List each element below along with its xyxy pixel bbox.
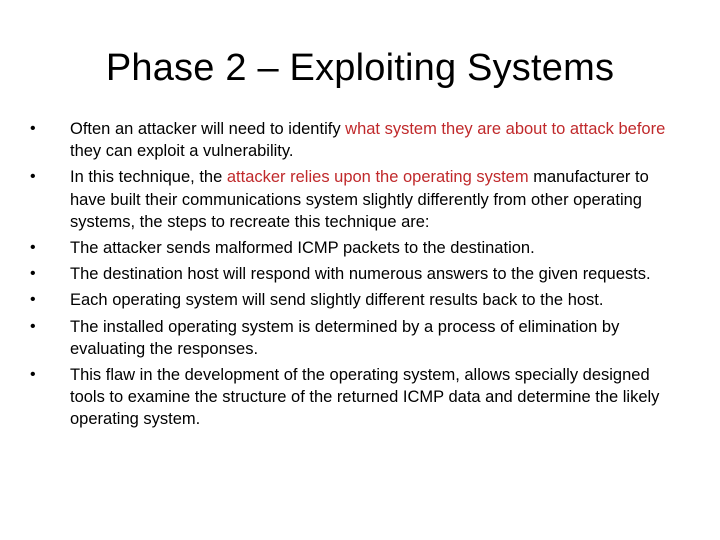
slide-title: Phase 2 – Exploiting Systems	[105, 47, 615, 89]
bullet-marker: •	[30, 239, 36, 257]
bullet-item	[30, 289, 680, 311]
bullet-marker: •	[30, 366, 36, 384]
bullet-text: manufacturer to have built their communications system slightly differently from other operating systems, the steps to recreate this technique are:	[70, 168, 649, 231]
bullet-text: they can exploit a vulnerability.	[70, 142, 294, 161]
bullet-text: The destination host will respond with numerous answers to the given requests.	[70, 265, 651, 284]
bullet-item	[30, 118, 680, 162]
bullet-marker: •	[30, 317, 36, 335]
bullet-item	[30, 237, 680, 259]
bullet-text: The installed operating system is determined by a process of elimination by evaluating the responses.	[70, 317, 620, 358]
bullet-marker: •	[30, 168, 36, 186]
bullet-text: This flaw in the development of the operating system, allows specially designed tools to examine the structure of the returned ICMP data and determine the likely operating system.	[70, 366, 660, 429]
bullet-item	[30, 364, 680, 431]
bullet-marker: •	[30, 265, 36, 283]
bullet-highlight-text: what system they are about to attack before	[345, 120, 666, 138]
bullet-list	[30, 118, 680, 435]
bullet-highlight-text: attacker relies upon the operating system	[226, 168, 529, 187]
bullet-marker: •	[30, 291, 36, 309]
bullet-text: The attacker sends malformed ICMP packets to the destination.	[70, 239, 535, 258]
bullet-item	[30, 316, 680, 360]
bullet-item	[30, 263, 680, 285]
bullet-text: Often an attacker will need to identify	[70, 120, 346, 138]
bullet-text: In this technique, the	[70, 168, 227, 187]
bullet-text: Each operating system will send slightly different results back to the host.	[70, 291, 604, 310]
bullet-marker: •	[30, 120, 36, 137]
bullet-item	[30, 166, 680, 233]
